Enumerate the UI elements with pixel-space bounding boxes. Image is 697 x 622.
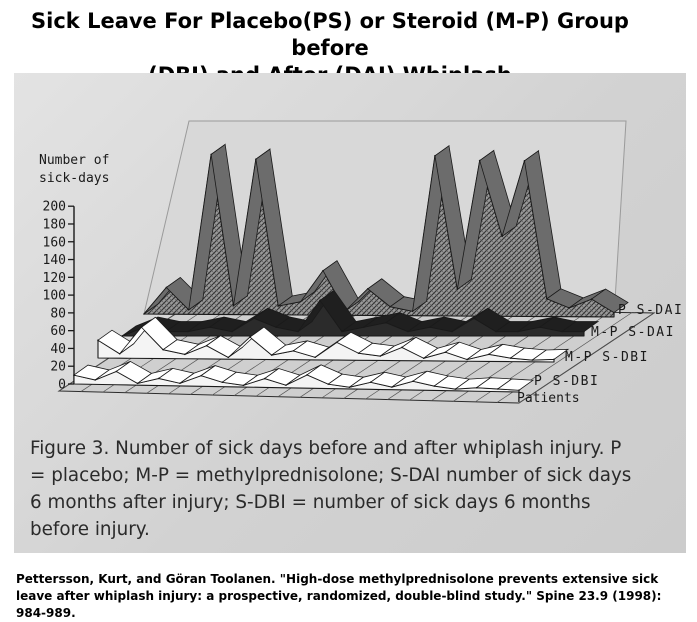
data-point <box>391 386 393 388</box>
figure-photo <box>14 73 686 553</box>
data-point <box>613 312 615 314</box>
data-point <box>116 371 118 373</box>
data-point <box>546 298 548 300</box>
data-point <box>243 384 245 386</box>
data-point <box>488 354 490 356</box>
x-axis-label: Patients <box>517 391 580 406</box>
header-title-line-1: Sick Leave For Placebo(PS) or Steroid (M-P) Group before <box>31 9 629 60</box>
series-label: M-P S-DAI <box>591 325 675 340</box>
data-point <box>379 355 381 357</box>
data-point <box>385 322 387 324</box>
data-point <box>322 270 324 272</box>
data-point <box>451 331 453 333</box>
data-point <box>137 383 139 385</box>
data-point <box>253 317 255 319</box>
data-point <box>583 331 585 333</box>
data-point <box>473 317 475 319</box>
series-label: M-P S-DBI <box>565 350 649 365</box>
data-point <box>209 326 211 328</box>
data-point <box>319 300 321 302</box>
data-point <box>158 378 160 380</box>
data-point <box>210 154 212 156</box>
y-tick-label: 200 <box>42 199 66 215</box>
data-point <box>143 313 145 315</box>
data-point <box>367 288 369 290</box>
data-point <box>73 374 75 376</box>
data-point <box>561 331 563 333</box>
data-point <box>227 357 229 359</box>
data-point <box>423 357 425 359</box>
citation: Pettersson, Kurt, and Göran Toolanen. "High-dose methylprednisolone prevents extensive sick leave after whiplash injury: a prospective, randomized, double-blind study." Spine 23.9 (1998): 984-989. <box>16 572 662 620</box>
data-point <box>539 326 541 328</box>
data-point <box>206 345 208 347</box>
data-point <box>358 352 360 354</box>
y-tick-label: 80 <box>50 306 66 322</box>
data-point <box>297 331 299 333</box>
data-point <box>517 331 519 333</box>
caption-line-4: before injury. <box>30 518 150 540</box>
data-point <box>363 326 365 328</box>
data-point <box>162 349 164 351</box>
data-point <box>412 310 414 312</box>
data-point <box>179 382 181 384</box>
data-point <box>200 375 202 377</box>
data-point <box>293 350 295 352</box>
data-point <box>277 305 279 307</box>
y-axis <box>43 200 74 393</box>
data-point <box>445 351 447 353</box>
data-point <box>501 235 503 237</box>
data-point <box>314 356 316 358</box>
data-point <box>433 385 435 387</box>
figure-caption <box>30 435 657 543</box>
y-tick-label: 160 <box>42 235 66 251</box>
series-label: P S-DAI <box>618 303 684 318</box>
caption-line-2: = placebo; M-P = methylprednisolone; S-DAI number of sick days <box>30 464 632 486</box>
data-point <box>466 359 468 361</box>
data-point <box>166 287 168 289</box>
y-tick-label: 140 <box>42 253 66 269</box>
data-point <box>336 342 338 344</box>
data-point <box>412 380 414 382</box>
data-point <box>341 331 343 333</box>
data-point <box>97 339 99 341</box>
data-point <box>184 354 186 356</box>
y-tick-label: 100 <box>42 288 66 304</box>
y-axis-label-line-2: sick-days <box>39 171 110 186</box>
data-point <box>479 160 481 162</box>
data-point <box>264 378 266 380</box>
data-point <box>231 331 233 333</box>
data-point <box>476 387 478 389</box>
data-point <box>233 305 235 307</box>
data-point <box>568 307 570 309</box>
data-point <box>510 357 512 359</box>
data-point <box>455 388 457 390</box>
caption-line-1: Figure 3. Number of sick days before and after whiplash injury. P <box>30 437 622 459</box>
y-tick-label: 40 <box>50 341 66 357</box>
data-point <box>255 158 257 160</box>
data-point <box>285 384 287 386</box>
data-point <box>275 326 277 328</box>
data-point <box>349 386 351 388</box>
data-point <box>457 289 459 291</box>
data-point <box>434 155 436 157</box>
data-point <box>531 359 533 361</box>
data-point <box>271 354 273 356</box>
data-point <box>222 381 224 383</box>
data-point <box>300 301 302 303</box>
y-tick-label: 60 <box>50 324 66 340</box>
data-point <box>249 336 251 338</box>
data-point <box>119 353 121 355</box>
data-point <box>94 379 96 381</box>
data-point <box>591 298 593 300</box>
data-point <box>370 381 372 383</box>
data-point <box>187 331 189 333</box>
caption-line-3: 6 months after injury; S-DBI = number of sick days 6 months <box>30 491 591 513</box>
data-point <box>495 331 497 333</box>
y-tick-label: 120 <box>42 270 66 286</box>
y-axis-label-line-1: Number of <box>39 153 110 168</box>
y-tick-label: 20 <box>50 359 66 375</box>
data-point <box>141 326 143 328</box>
data-point <box>497 388 499 390</box>
data-point <box>389 306 391 308</box>
series-label: P S-DBI <box>534 374 600 389</box>
data-point <box>524 160 526 162</box>
data-point <box>188 309 190 311</box>
data-point <box>553 359 555 361</box>
data-point <box>306 374 308 376</box>
y-tick-label: 180 <box>42 217 66 233</box>
data-point <box>429 326 431 328</box>
data-point <box>327 383 329 385</box>
data-point <box>401 347 403 349</box>
data-point <box>407 331 409 333</box>
y-tick-label: 0 <box>58 377 66 393</box>
